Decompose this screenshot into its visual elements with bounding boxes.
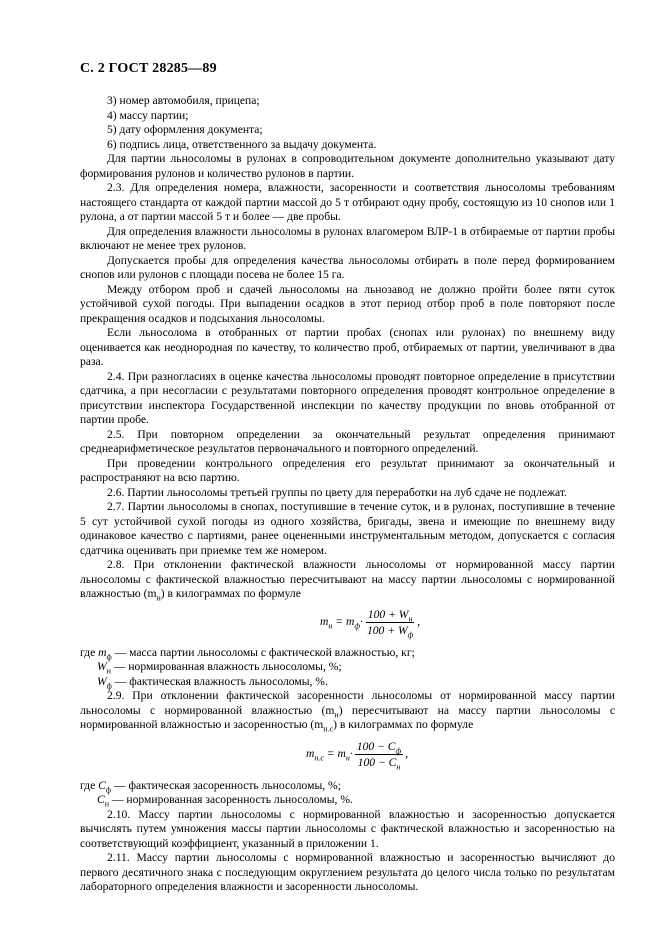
list-item: 5) дату оформления документа; [107, 123, 263, 136]
formula-definitions-2 [80, 779, 615, 808]
list-item: 4) массу партии; [107, 108, 189, 122]
formula-contamination: $m_{н.с}$ = $m_н\cdot$ $\frac{100 - C_ф}{100 - C_н}$ , [306, 740, 409, 772]
definition-item: $W_н$ — нормированная влажность льносоломы, %; [97, 660, 342, 676]
document-list [80, 94, 615, 152]
paragraph-vlp: Для определения влажности льносоломы в рулонах влагомером ВЛР-1 в отбираемые от партии пробы включают не менее трех рулонов. [80, 224, 615, 252]
definition-item: где $m_ф$ — масса партии льносоломы с фактической влажностью, кг; [80, 645, 415, 661]
paragraph-2-3: 2.3. Для определения номера, влажности, засоренности и соответствия льносоломы требованиям настоящего стандарта от каждой партии массой до 5 т отбирают одну пробу, состоящую из 10 снопов или 1 рулона, а от партии массой 5 т и более — две пробы. [80, 181, 615, 223]
paragraph-2-7: 2.7. Партии льносоломы в снопах, поступившие в течение суток, и в рулонах, поступившие в течение 5 сут устойчивой сухой погоды из одного хозяйства, бригады, звена и имеющие по внешнему виду одинаковое качество с партиями, ранее оцененными инструментальным методом, допускается с согласия сдатчика оценивать при приемке тем же номером. [80, 500, 615, 557]
definition-item: где $C_ф$ — фактическая засоренность льносоломы, %; [80, 778, 341, 794]
paragraph-2-8: 2.8. При отклонении фактической влажности льносоломы от нормированной массу партии льносоломы с фактической влажностью пересчитывают на массу партии льносоломы с нормированной влажностью $(m_н)$ в килограммах по формуле [80, 558, 615, 603]
paragraph-2-11: 2.11. Массу партии льносоломы с нормированной влажностью и засоренностью вычисляют до первого десятичного знака с последующим округлением результата до целого числа только по результатам лабораторного определения влажности и засоренности льносоломы. [80, 851, 615, 893]
paragraph-2-5: 2.5. При повторном определении за окончательный результат определения принимают среднеарифметическое результатов первоначального и повторного определений. [80, 427, 615, 455]
formula-fraction: $\frac{100 + W_н}{100 + W_ф}$ [366, 608, 414, 640]
paragraph-control: При проведении контрольного определения его результат принимают за окончательный и распространяют на всю партию. [80, 456, 615, 484]
paragraph-heterogeneous: Если льносолома в отобранных от партии пробах (снопах или рулонах) по внешнему виду оценивается как неоднородная по качеству, то количество проб, отбираемых от партии, увеличивают в два раза. [80, 326, 615, 368]
paragraph-2-4: 2.4. При разногласиях в оценке качества льносоломы проводят повторное определение в присутствии сдатчика, а при несогласии с результатами повторного определения проводят контрольное определение в присутствии инспектора Государственной инспекции по качеству продукции по вновь отобранной от партии пробе. [80, 369, 615, 426]
paragraph-2-6: 2.6. Партии льносоломы третьей группы по цвету для переработки на луб сдаче не подлежат. [107, 485, 567, 499]
definition-item: $C_н$ — нормированная засоренность льносоломы, %. [97, 793, 353, 809]
paragraph-2-10: 2.10. Массу партии льносоломы с нормированной влажностью и засоренностью допускается вычислять путем умножения массы партии льносоломы с фактической влажностью и засоренностью на соответствующий коэффициент, указанный в приложении 1. [80, 807, 615, 850]
list-item: 6) подпись лица, ответственного за выдачу документа. [107, 137, 377, 151]
formula-definitions-1 [80, 646, 615, 690]
page-header: С. 2 ГОСТ 28285—89 [80, 61, 217, 76]
paragraph-2-9: 2.9. При отклонении фактической засоренности льносоломы от нормированной массу партии льносоломы с нормированной влажностью $(m_н)$ пересчитывают на массу партии льносоломы с нормированной влажностью и засоренностью $(m_{н.с})$ в килограммах по формуле [80, 689, 615, 734]
paragraph-five-days: Между отбором проб и сдачей льносоломы на льнозавод не должно пройти более пяти суток устойчивой сухой погоды. При выпадении осадков в этот период отбор проб в поле повторяют после прекращения осадков и подсыхания льносоломы. [80, 282, 615, 325]
paragraph-field: Допускается пробы для определения качества льносоломы отбирать в поле перед формированием снопов или рулонов с площади посева не более 15 га. [80, 253, 615, 281]
definition-item: $W_ф$ — фактическая влажность льносоломы, %. [97, 674, 328, 690]
formula-fraction: $\frac{100 - C_ф}{100 - C_н}$ [356, 740, 402, 772]
document-body [80, 94, 615, 895]
list-item: 3) номер автомобиля, прицепа; [107, 94, 260, 107]
paragraph-rolls: Для партии льносоломы в рулонах в сопроводительном документе дополнительно указывают дату формирования рулонов и количество рулонов в партии. [80, 152, 615, 180]
formula-moisture: $m_н$ = $m_ф\cdot$ $\frac{100 + W_н}{100 + W_ф}$ , [320, 608, 421, 640]
